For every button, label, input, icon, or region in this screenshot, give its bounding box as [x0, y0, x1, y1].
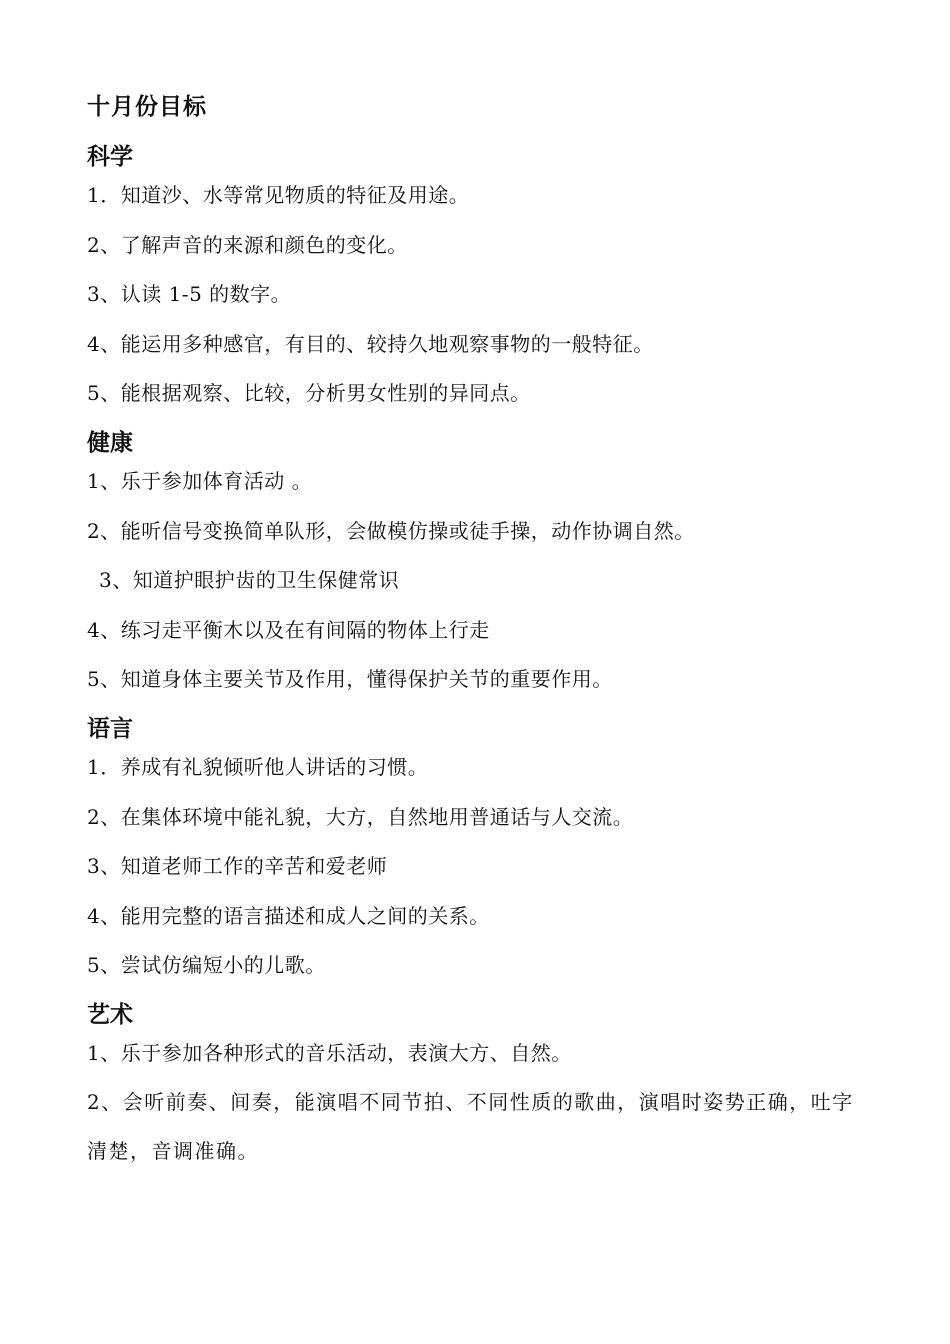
list-item: 3、知道护眼护齿的卫生保健常识 [99, 568, 400, 593]
section-heading: 科学 [87, 144, 133, 170]
list-item: 2、在集体环境中能礼貌，大方，自然地用普通话与人交流。 [87, 804, 634, 829]
page-title: 十月份目标 [87, 94, 207, 120]
list-item: 3、认读 1-5 的数字。 [87, 282, 292, 307]
section-heading: 健康 [87, 429, 133, 456]
list-item: 5、尝试仿编短小的儿歌。 [87, 953, 326, 978]
section-art [87, 1000, 877, 1177]
document-content [87, 92, 877, 1177]
list-item: 4、能用完整的语言描述和成人之间的关系。 [87, 903, 490, 928]
list-item: 5、知道身体主要关节及作用，懂得保护关节的重要作用。 [87, 667, 613, 692]
section-heading: 语言 [87, 715, 133, 742]
list-item: 2、会听前奏、间奏，能演唱不同节拍、不同性质的歌曲，演唱时姿势正确，吐字清楚，音调准确。 [87, 1089, 854, 1164]
section-science [87, 142, 877, 408]
section-heading: 艺术 [87, 1001, 133, 1028]
list-item: 1．养成有礼貌倾听他人讲话的习惯。 [87, 754, 429, 779]
list-item: 4、练习走平衡木以及在有间隔的物体上行走 [87, 617, 490, 642]
list-item: 2、能听信号变换简单队形，会做模仿操或徒手操，动作协调自然。 [87, 518, 695, 543]
list-item: 1、乐于参加体育活动 。 [87, 468, 313, 493]
section-language [87, 714, 877, 980]
list-item: 4、能运用多种感官，有目的、较持久地观察事物的一般特征。 [87, 331, 654, 356]
section-health [87, 428, 877, 694]
list-item: 5、能根据观察、比较，分析男女性别的异同点。 [87, 381, 531, 406]
list-item: 2、了解声音的来源和颜色的变化。 [87, 232, 408, 257]
list-item: 1、乐于参加各种形式的音乐活动，表演大方、自然。 [87, 1040, 572, 1065]
list-item: 3、知道老师工作的辛苦和爱老师 [87, 854, 388, 879]
list-item: 1．知道沙、水等常见物质的特征及用途。 [87, 183, 470, 207]
